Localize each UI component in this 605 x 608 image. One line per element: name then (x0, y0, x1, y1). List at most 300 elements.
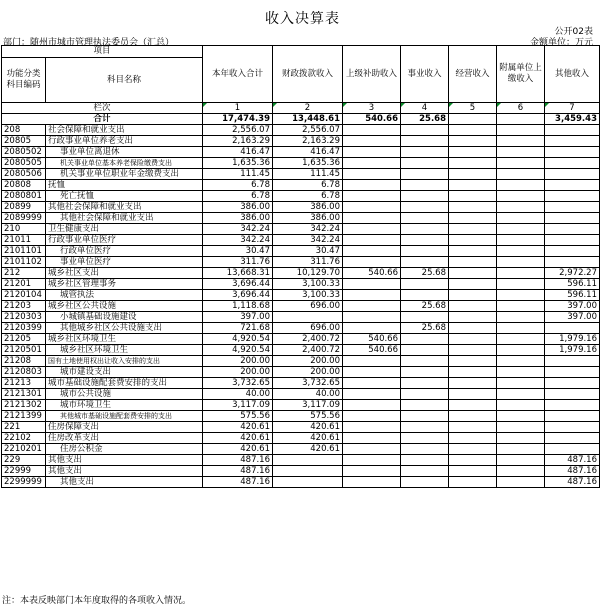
total-label: 合计 (2, 114, 203, 125)
row-subject-name: 城市环境卫生 (46, 400, 203, 411)
table-row (2, 224, 600, 235)
row-value-c3 (343, 224, 401, 235)
row-value-c4 (401, 158, 449, 169)
row-value-c5 (449, 147, 497, 158)
row-value-c2: 342.24 (273, 235, 343, 246)
row-value-c4 (401, 279, 449, 290)
table-row (2, 136, 600, 147)
row-code: 21011 (2, 235, 46, 246)
table-row (2, 411, 600, 422)
row-value-c7 (545, 158, 600, 169)
row-value-c4 (401, 290, 449, 301)
header-other-income: 其他收入 (545, 46, 600, 103)
row-value-c6 (497, 125, 545, 136)
row-value-c4 (401, 191, 449, 202)
row-value-c2: 6.78 (273, 191, 343, 202)
row-value-c1: 386.00 (203, 202, 273, 213)
row-subject-name: 住房保障支出 (46, 422, 203, 433)
row-value-c7 (545, 191, 600, 202)
row-subject-name: 死亡抚恤 (46, 191, 203, 202)
row-value-c4: 25.68 (401, 301, 449, 312)
row-subject-name: 其他社会保障和就业支出 (46, 202, 203, 213)
row-value-c1: 487.16 (203, 455, 273, 466)
row-value-c5 (449, 400, 497, 411)
table-row (2, 345, 600, 356)
row-value-c3 (343, 312, 401, 323)
index-5: 5 (449, 103, 497, 114)
row-value-c6 (497, 345, 545, 356)
row-value-c7 (545, 323, 600, 334)
row-value-c6 (497, 389, 545, 400)
row-value-c5 (449, 213, 497, 224)
index-label: 栏次 (2, 103, 203, 114)
amount-unit-label: 金额单位：万元 (529, 38, 593, 48)
row-value-c7 (545, 125, 600, 136)
row-code: 2120803 (2, 367, 46, 378)
row-value-c6 (497, 301, 545, 312)
row-value-c3 (343, 235, 401, 246)
table-row (2, 169, 600, 180)
index-3: 3 (343, 103, 401, 114)
total-c1: 17,474.39 (203, 114, 273, 125)
row-value-c5 (449, 444, 497, 455)
row-value-c6 (497, 356, 545, 367)
total-c6 (497, 114, 545, 125)
row-value-c7 (545, 356, 600, 367)
row-value-c1: 111.45 (203, 169, 273, 180)
row-subject-name: 其他城乡社区公共设施支出 (46, 323, 203, 334)
row-value-c2: 6.78 (273, 180, 343, 191)
row-value-c3 (343, 301, 401, 312)
row-value-c2: 30.47 (273, 246, 343, 257)
row-value-c1: 3,696.44 (203, 279, 273, 290)
row-subject-name: 行政单位医疗 (46, 246, 203, 257)
row-value-c1: 1,118.68 (203, 301, 273, 312)
row-value-c2: 3,117.09 (273, 400, 343, 411)
row-code: 2080801 (2, 191, 46, 202)
row-value-c1: 6.78 (203, 180, 273, 191)
row-subject-name: 其他支出 (46, 466, 203, 477)
row-value-c5 (449, 312, 497, 323)
row-value-c2: 420.61 (273, 422, 343, 433)
row-subject-name: 国有土地使用权出让收入安排的支出 (46, 356, 203, 367)
row-value-c5 (449, 411, 497, 422)
row-value-c1: 200.00 (203, 356, 273, 367)
table-row (2, 433, 600, 444)
row-value-c7: 487.16 (545, 477, 600, 488)
row-value-c2: 416.47 (273, 147, 343, 158)
table-row (2, 389, 600, 400)
row-subject-name: 其他支出 (46, 455, 203, 466)
row-code: 2080502 (2, 147, 46, 158)
row-value-c3 (343, 213, 401, 224)
row-value-c2 (273, 477, 343, 488)
row-value-c2: 386.00 (273, 202, 343, 213)
row-value-c6 (497, 444, 545, 455)
row-code: 2121399 (2, 411, 46, 422)
table-row (2, 301, 600, 312)
row-value-c3 (343, 290, 401, 301)
row-value-c6 (497, 411, 545, 422)
row-subject-name: 城乡社区公共设施 (46, 301, 203, 312)
row-value-c2: 200.00 (273, 356, 343, 367)
row-value-c6 (497, 400, 545, 411)
row-code: 20808 (2, 180, 46, 191)
row-value-c6 (497, 290, 545, 301)
row-code: 21201 (2, 279, 46, 290)
row-value-c4 (401, 246, 449, 257)
row-value-c4 (401, 389, 449, 400)
row-subject-name: 卫生健康支出 (46, 224, 203, 235)
row-value-c1: 397.00 (203, 312, 273, 323)
row-subject-name: 行政事业单位养老支出 (46, 136, 203, 147)
table-row (2, 125, 600, 136)
row-value-c6 (497, 334, 545, 345)
row-code: 221 (2, 422, 46, 433)
table-row (2, 290, 600, 301)
row-value-c4 (401, 136, 449, 147)
table-row (2, 246, 600, 257)
row-value-c3 (343, 356, 401, 367)
row-value-c2 (273, 466, 343, 477)
row-value-c5 (449, 301, 497, 312)
row-value-c1: 386.00 (203, 213, 273, 224)
table-row (2, 422, 600, 433)
row-subject-name: 行政事业单位医疗 (46, 235, 203, 246)
row-value-c6 (497, 257, 545, 268)
row-code: 2080505 (2, 158, 46, 169)
row-value-c6 (497, 455, 545, 466)
row-value-c2: 2,400.72 (273, 334, 343, 345)
row-value-c5 (449, 345, 497, 356)
row-value-c2: 696.00 (273, 301, 343, 312)
row-value-c4 (401, 147, 449, 158)
table-row (2, 334, 600, 345)
row-value-c2: 3,100.33 (273, 279, 343, 290)
row-subject-name: 城市建设支出 (46, 367, 203, 378)
page-title: 收入决算表 (265, 11, 340, 27)
row-value-c4 (401, 378, 449, 389)
header-affiliate-income: 附属单位上缴收入 (497, 46, 545, 103)
row-value-c7: 2,972.27 (545, 268, 600, 279)
table-row (2, 147, 600, 158)
row-value-c4 (401, 400, 449, 411)
row-code: 2080506 (2, 169, 46, 180)
total-c7: 3,459.43 (545, 114, 600, 125)
index-7: 7 (545, 103, 600, 114)
row-value-c5 (449, 466, 497, 477)
row-value-c7 (545, 213, 600, 224)
row-value-c3 (343, 422, 401, 433)
row-value-c4: 25.68 (401, 268, 449, 279)
row-value-c5 (449, 367, 497, 378)
row-code: 22999 (2, 466, 46, 477)
row-value-c6 (497, 224, 545, 235)
row-value-c3 (343, 136, 401, 147)
row-value-c7 (545, 367, 600, 378)
table-row (2, 455, 600, 466)
row-subject-name: 住房公积金 (46, 444, 203, 455)
index-2: 2 (273, 103, 343, 114)
income-table (1, 45, 600, 488)
row-value-c5 (449, 279, 497, 290)
row-value-c6 (497, 279, 545, 290)
row-value-c6 (497, 466, 545, 477)
row-value-c4 (401, 312, 449, 323)
index-1: 1 (203, 103, 273, 114)
row-code: 21205 (2, 334, 46, 345)
row-value-c1: 3,117.09 (203, 400, 273, 411)
row-code: 212 (2, 268, 46, 279)
header-function-code: 功能分类科目编码 (2, 58, 46, 103)
table-row (2, 444, 600, 455)
header-fiscal-appropriation: 财政拨款收入 (273, 46, 343, 103)
row-subject-name: 事业单位医疗 (46, 257, 203, 268)
table-row (2, 312, 600, 323)
row-value-c1: 40.00 (203, 389, 273, 400)
row-value-c2 (273, 312, 343, 323)
table-row (2, 180, 600, 191)
header-item-group: 项目 (2, 46, 203, 58)
row-code: 2101102 (2, 257, 46, 268)
row-value-c6 (497, 323, 545, 334)
row-value-c6 (497, 367, 545, 378)
row-value-c4 (401, 444, 449, 455)
row-subject-name: 城乡社区管理事务 (46, 279, 203, 290)
row-value-c3 (343, 169, 401, 180)
row-value-c7: 487.16 (545, 466, 600, 477)
row-value-c1: 3,696.44 (203, 290, 273, 301)
row-value-c3 (343, 378, 401, 389)
row-value-c1: 30.47 (203, 246, 273, 257)
row-code: 229 (2, 455, 46, 466)
row-value-c5 (449, 158, 497, 169)
row-value-c4 (401, 257, 449, 268)
row-value-c1: 2,556.07 (203, 125, 273, 136)
row-value-c3 (343, 279, 401, 290)
row-value-c2: 575.56 (273, 411, 343, 422)
row-value-c7: 596.11 (545, 279, 600, 290)
row-value-c3 (343, 400, 401, 411)
total-c4: 25.68 (401, 114, 449, 125)
table-row (2, 477, 600, 488)
row-value-c1: 200.00 (203, 367, 273, 378)
row-code: 21213 (2, 378, 46, 389)
row-value-c4 (401, 213, 449, 224)
row-value-c6 (497, 180, 545, 191)
row-value-c4 (401, 433, 449, 444)
row-value-c6 (497, 158, 545, 169)
row-value-c7 (545, 224, 600, 235)
row-value-c2: 1,635.36 (273, 158, 343, 169)
row-code: 20805 (2, 136, 46, 147)
row-value-c3 (343, 257, 401, 268)
row-value-c4 (401, 169, 449, 180)
row-value-c4 (401, 235, 449, 246)
row-value-c2: 2,400.72 (273, 345, 343, 356)
row-value-c7 (545, 202, 600, 213)
row-value-c4 (401, 455, 449, 466)
row-value-c7 (545, 257, 600, 268)
row-value-c6 (497, 169, 545, 180)
row-value-c7 (545, 389, 600, 400)
table-row (2, 158, 600, 169)
row-value-c2: 40.00 (273, 389, 343, 400)
row-value-c5 (449, 290, 497, 301)
row-code: 2120501 (2, 345, 46, 356)
row-value-c5 (449, 246, 497, 257)
row-value-c1: 2,163.29 (203, 136, 273, 147)
row-value-c3 (343, 433, 401, 444)
header-operating-income: 经营收入 (449, 46, 497, 103)
row-value-c5 (449, 323, 497, 334)
row-value-c3: 540.66 (343, 268, 401, 279)
row-value-c1: 487.16 (203, 466, 273, 477)
row-code: 2120399 (2, 323, 46, 334)
row-value-c7 (545, 433, 600, 444)
row-value-c2 (273, 455, 343, 466)
row-value-c3 (343, 158, 401, 169)
row-code: 20899 (2, 202, 46, 213)
row-value-c3 (343, 389, 401, 400)
row-value-c4 (401, 224, 449, 235)
row-value-c3 (343, 191, 401, 202)
row-value-c1: 575.56 (203, 411, 273, 422)
table-row (2, 235, 600, 246)
row-value-c7 (545, 246, 600, 257)
row-value-c6 (497, 136, 545, 147)
row-subject-name: 机关事业单位基本养老保险缴费支出 (46, 158, 203, 169)
row-value-c1: 4,920.54 (203, 345, 273, 356)
row-value-c5 (449, 334, 497, 345)
row-value-c5 (449, 389, 497, 400)
row-value-c3 (343, 147, 401, 158)
row-value-c5 (449, 356, 497, 367)
row-subject-name: 城乡社区环境卫生 (46, 334, 203, 345)
row-value-c2: 2,163.29 (273, 136, 343, 147)
row-value-c1: 3,732.65 (203, 378, 273, 389)
row-value-c5 (449, 433, 497, 444)
row-code: 2121302 (2, 400, 46, 411)
row-value-c2: 311.76 (273, 257, 343, 268)
row-subject-name: 城市基础设施配套费安排的支出 (46, 378, 203, 389)
table-row (2, 400, 600, 411)
row-code: 21208 (2, 356, 46, 367)
row-value-c7 (545, 180, 600, 191)
row-subject-name: 住房改革支出 (46, 433, 203, 444)
row-value-c5 (449, 136, 497, 147)
row-code: 2210201 (2, 444, 46, 455)
row-value-c1: 13,668.31 (203, 268, 273, 279)
row-value-c1: 311.76 (203, 257, 273, 268)
row-value-c6 (497, 213, 545, 224)
row-value-c3 (343, 477, 401, 488)
row-value-c7: 1,979.16 (545, 334, 600, 345)
table-row (2, 213, 600, 224)
row-value-c1: 420.61 (203, 433, 273, 444)
row-subject-name: 其他城市基础设施配套费安排的支出 (46, 411, 203, 422)
row-value-c4 (401, 411, 449, 422)
column-index-row (2, 103, 600, 114)
row-value-c6 (497, 433, 545, 444)
table-row (2, 323, 600, 334)
row-value-c3 (343, 246, 401, 257)
row-value-c1: 6.78 (203, 191, 273, 202)
total-c5 (449, 114, 497, 125)
row-value-c2: 3,100.33 (273, 290, 343, 301)
row-subject-name: 事业单位离退休 (46, 147, 203, 158)
row-value-c7 (545, 444, 600, 455)
row-value-c6 (497, 477, 545, 488)
row-value-c6 (497, 147, 545, 158)
row-value-c1: 342.24 (203, 235, 273, 246)
row-value-c7 (545, 411, 600, 422)
row-value-c1: 721.68 (203, 323, 273, 334)
row-value-c4 (401, 367, 449, 378)
row-value-c7 (545, 136, 600, 147)
row-code: 210 (2, 224, 46, 235)
row-value-c5 (449, 202, 497, 213)
row-value-c1: 342.24 (203, 224, 273, 235)
row-value-c3 (343, 125, 401, 136)
row-value-c7 (545, 422, 600, 433)
header-superior-subsidy: 上级补助收入 (343, 46, 401, 103)
row-subject-name: 城管执法 (46, 290, 203, 301)
row-value-c2: 10,129.70 (273, 268, 343, 279)
row-value-c3 (343, 455, 401, 466)
row-code: 2120303 (2, 312, 46, 323)
row-value-c7 (545, 235, 600, 246)
row-value-c5 (449, 378, 497, 389)
row-value-c5 (449, 191, 497, 202)
row-value-c2: 420.61 (273, 444, 343, 455)
row-value-c6 (497, 312, 545, 323)
row-value-c5 (449, 268, 497, 279)
row-code: 208 (2, 125, 46, 136)
row-value-c1: 420.61 (203, 444, 273, 455)
row-value-c2: 696.00 (273, 323, 343, 334)
table-row (2, 367, 600, 378)
row-value-c5 (449, 422, 497, 433)
row-subject-name: 城乡社区支出 (46, 268, 203, 279)
department-label: 部门：随州市城市管理执法委员会（汇总） (3, 38, 175, 48)
row-value-c4 (401, 334, 449, 345)
row-subject-name: 其他支出 (46, 477, 203, 488)
row-value-c7: 397.00 (545, 312, 600, 323)
total-c3: 540.66 (343, 114, 401, 125)
row-value-c5 (449, 169, 497, 180)
total-row (2, 114, 600, 125)
table-row (2, 268, 600, 279)
row-value-c5 (449, 235, 497, 246)
row-subject-name: 城乡社区环境卫生 (46, 345, 203, 356)
row-value-c1: 1,635.36 (203, 158, 273, 169)
row-value-c3 (343, 444, 401, 455)
form-number: 公开02表 (554, 27, 593, 37)
row-value-c6 (497, 191, 545, 202)
row-code: 21203 (2, 301, 46, 312)
table-row (2, 466, 600, 477)
table-row (2, 378, 600, 389)
row-value-c6 (497, 235, 545, 246)
row-value-c3 (343, 411, 401, 422)
row-value-c7 (545, 169, 600, 180)
row-value-c3 (343, 202, 401, 213)
row-value-c6 (497, 378, 545, 389)
row-value-c2: 2,556.07 (273, 125, 343, 136)
row-value-c1: 420.61 (203, 422, 273, 433)
footnote: 注：本表反映部门本年度取得的各项收入情况。 (2, 596, 192, 606)
